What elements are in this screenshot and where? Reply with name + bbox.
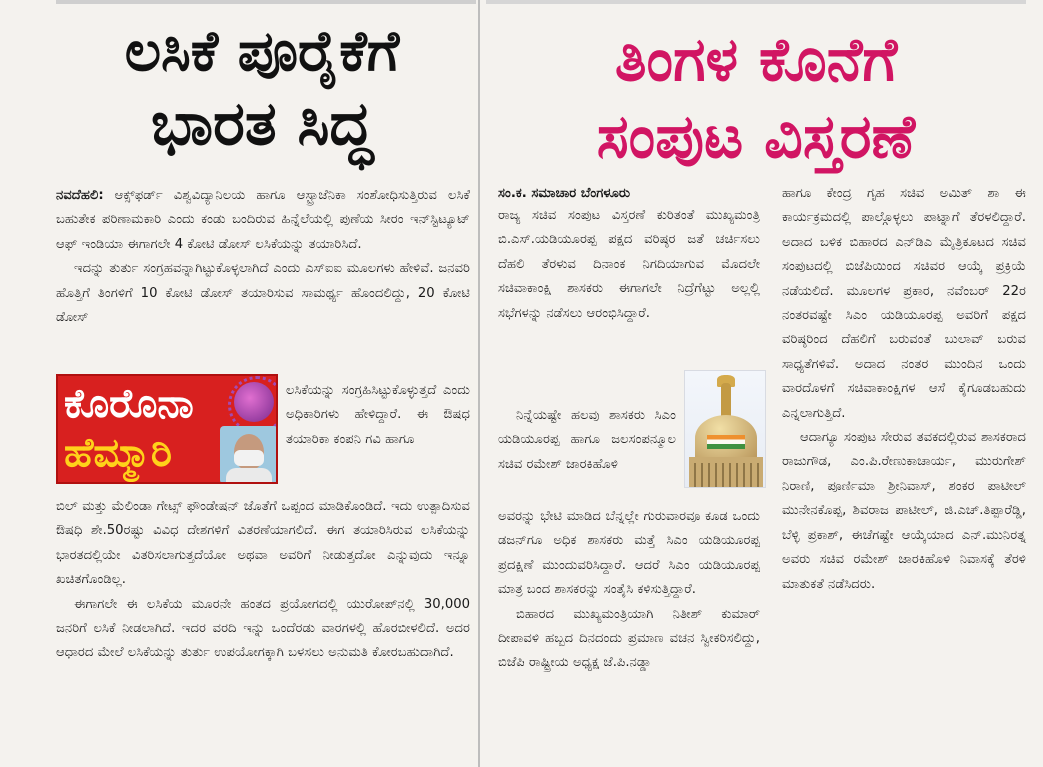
right-c1-para3: ಬಿಹಾರದ ಮುಖ್ಯಮಂತ್ರಿಯಾಗಿ ನಿತೀಶ್ ಕುಮಾರ್ ದೀಪಾವಳಿ ಹಬ್ಬದ ದಿನದಂದು ಪ್ರಮಾಣ ವಚನ ಸ್ವೀಕರಿಸಲಿದ್ದು, ಬಿಜೆಪಿ ರಾಷ್ಟ್ರೀಯ ಅಧ್ಯಕ್ಷ ಜೆ.ಪಿ.ನಡ್ಡಾ	[498, 606, 760, 671]
left-headline	[56, 18, 468, 162]
masked-person-photo	[220, 426, 278, 484]
right-headline-line2: ಸಂಪುಟ ವಿಸ್ತರಣೆ	[596, 102, 916, 172]
vidhana-soudha-image	[684, 370, 766, 488]
right-c1-para2-cont: ಅವರನ್ನು ಭೇಟಿ ಮಾಡಿದ ಬೆನ್ನಲ್ಲೇ ಗುರುವಾರವೂ ಕೂಡ ಒಂದು ಡಜನ್‌ಗೂ ಅಧಿಕ ಶಾಸಕರು ಮತ್ತೆ ಸಿಎಂ ಯಡಿಯೂರಪ್ಪ ಪ್ರದಕ್ಷಿಣೆ ಮುಂದುವರಿಸಿದ್ದಾರೆ. ಆದರೆ ಸಿಎಂ ಯಡಿಯೂರಪ್ಪ ಮಾತ್ರ ಬಂದ ಶಾಸಕರನ್ನು ಸಂತೈಸಿ ಕಳಿಸುತ್ತಿದ್ದಾರೆ.	[498, 509, 760, 598]
left-headline-line1: ಲಸಿಕೆ ಪೂರೈಕೆಗೆ	[124, 19, 400, 84]
left-body-narrow	[286, 379, 470, 452]
column-divider	[478, 0, 480, 767]
left-para2: ಇದನ್ನು ತುರ್ತು ಸಂಗ್ರಹವನ್ನಾಗಿಟ್ಟುಕೊಳ್ಳಲಾಗಿದೆ ಎಂದು ಎಸ್‌ಐಐ ಮೂಲಗಳು ಹೇಳಿವೆ. ಜನವರಿ ಹೊತ್ತಿಗೆ ತಿಂಗಳಿಗೆ 10 ಕೋಟಿ ಡೋಸ್ ತಯಾರಿಸುವ ಸಾಮರ್ಥ್ಯ ಹೊಂದಲಿದ್ದು, 20 ಕೋಟಿ ಡೋಸ್	[56, 261, 470, 326]
left-para2-cont: ಬಿಲ್ ಮತ್ತು ಮೆಲಿಂಡಾ ಗೇಟ್ಸ್ ಫೌಂಡೇಷನ್ ಜೊತೆಗೆ ಒಪ್ಪಂದ ಮಾಡಿಕೊಂಡಿದೆ. ಇದು ಉತ್ಪಾದಿಸುವ ಔಷಧಿ ಶೇ.50ರಷ್ಟು ವಿವಿಧ ದೇಶಗಳಿಗೆ ವಿತರಣೆಯಾಗಲಿದೆ. ಈಗ ತಯಾರಿಸಿರುವ ಲಸಿಕೆಯನ್ನು ಭಾರತದಲ್ಲಿಯೇ ವಿತರಿಸಲಾಗುತ್ತದೆಯೋ ಅಥವಾ ಅವರಿಗೆ ನೀಡುತ್ತದೋ ಎನ್ನುವುದು ಇನ್ನೂ ಖಚಿತಗೊಂಡಿಲ್ಲ.	[56, 499, 470, 588]
right-c1-para2-narrow: ನಿನ್ನೆಯಷ್ಟೇ ಹಲವು ಶಾಸಕರು ಸಿಎಂ ಯಡಿಯೂರಪ್ಪ ಹಾಗೂ ಜಲಸಂಪನ್ಮೂಲ ಸಚಿವ ರಮೇಶ್ ಜಾರಕಿಹೊಳಿ	[498, 408, 676, 472]
right-col1-top	[498, 204, 760, 326]
right-c2-para2: ಆದಾಗ್ಯೂ ಸಂಪುಟ ಸೇರುವ ತವಕದಲ್ಲಿರುವ ಶಾಸಕರಾದ ರಾಜುಗೌಡ, ಎಂ.ಪಿ.ರೇಣುಕಾಚಾರ್ಯ, ಮುರುಗೇಶ್ ನಿರಾಣಿ, ಪೂರ್ಣಿಮಾ ಶ್ರೀನಿವಾಸ್, ಶಂಕರ ಪಾಟೀಲ್ ಮುನೇನಕೊಪ್ಪ, ಶಿವರಾಜ ಪಾಟೀಲ್, ಜಿ.ಎಚ್.ತಿಪ್ಪಾರೆಡ್ಡಿ, ಬೆಳ್ಳಿ ಪ್ರಕಾಶ್, ಈಚೆಗಷ್ಟೇ ಆಯ್ಕೆಯಾದ ಎನ್.ಮುನಿರತ್ನ ಅವರು ಸಚಿವ ರಮೇಶ್ ಜಾರಕಿಹೊಳಿ ನಿವಾಸಕ್ಕೆ ತೆರಳಿ ಮಾತುಕತೆ ನಡೆಸಿದರು.	[782, 430, 1026, 592]
right-col1-narrow	[498, 404, 676, 477]
corona-box-word2: ಹೆಮ್ಮಾರಿ	[64, 430, 173, 476]
right-c1-para1: ರಾಜ್ಯ ಸಚಿವ ಸಂಪುಟ ವಿಸ್ತರಣೆ ಕುರಿತಂತೆ ಮುಖ್ಯಮಂತ್ರಿ ಬಿ.ಎಸ್.ಯಡಿಯೂರಪ್ಪ ಪಕ್ಷದ ವರಿಷ್ಠರ ಜತೆ ಚರ್ಚಿಸಲು ದೆಹಲಿ ತೆರಳುವ ದಿನಾಂಕ ನಿಗದಿಯಾಗುವ ಮೊದಲೇ ಸಚಿವಾಕಾಂಕ್ಷಿ ಶಾಸಕರು ಈಗಾಗಲೇ ನಿದ್ರೆಗೆಟ್ಟು ಅಲ್ಲಲ್ಲಿ ಸಭೆಗಳನ್ನು ನಡೆಸಲು ಆರಂಭಿಸಿದ್ದಾರೆ.	[498, 208, 760, 321]
right-col2	[782, 182, 1026, 597]
dome-columns	[689, 463, 763, 488]
left-headline-line2: ಭಾರತ ಸಿದ್ಧ	[150, 89, 374, 159]
top-rule-right	[486, 0, 1026, 4]
corona-box	[56, 374, 278, 484]
right-col1-bottom	[498, 505, 760, 676]
left-body-top	[56, 184, 470, 330]
left-body-bottom	[56, 495, 470, 666]
dateline: ನವದೆಹಲಿ:	[56, 188, 104, 203]
virus-icon	[234, 382, 274, 422]
body-shape	[226, 468, 272, 484]
right-headline	[486, 22, 1026, 176]
corona-box-word1: ಕೊರೊನಾ	[64, 381, 194, 427]
byline: ಸಂ.ಕ. ಸಮಾಚಾರ ಬೆಂಗಳೂರು	[498, 186, 631, 201]
flag-icon	[707, 435, 745, 449]
dome-finial	[721, 383, 731, 417]
left-para1	[56, 184, 470, 257]
left-para3: ಈಗಾಗಲೇ ಈ ಲಸಿಕೆಯ ಮೂರನೇ ಹಂತದ ಪ್ರಯೋಗದಲ್ಲಿ ಯುರೋಪ್‌ನಲ್ಲಿ 30,000 ಜನರಿಗೆ ಲಸಿಕೆ ನೀಡಲಾಗಿದೆ. ಇದರ ವರದಿ ಇನ್ನು ಒಂದೆರಡು ವಾರಗಳಲ್ಲಿ ಹೊರಬೀಳಲಿದೆ. ಅದರ ಆಧಾರದ ಮೇಲೆ ಲಸಿಕೆಯನ್ನು ತುರ್ತು ಉಪಯೋಗಕ್ಕಾಗಿ ಬಳಸಲು ಅನುಮತಿ ಕೋರಬಹುದಾಗಿದೆ.	[56, 596, 470, 661]
face-mask-shape	[234, 450, 264, 466]
left-para1-text: ಆಕ್ಸ್‌ಫರ್ಡ್ ವಿಶ್ವವಿದ್ಯಾನಿಲಯ ಹಾಗೂ ಆಸ್ಟ್ರಾಜೆನಿಕಾ ಸಂಶೋಧಿಸುತ್ತಿರುವ ಲಸಿಕೆ ಬಹುತೇಕ ಪರಿಣಾಮಕಾರಿ ಎಂದು ಕಂಡು ಬಂದಿರುವ ಹಿನ್ನೆಲೆಯಲ್ಲಿ ಪುಣೆಯ ಸೀರಂ ಇನ್‌ಸ್ಟಿಟ್ಯೂಟ್ ಆಫ್ ಇಂಡಿಯಾ ಈಗಾಗಲೇ 4 ಕೋಟಿ ಡೋಸ್ ಲಸಿಕೆಯನ್ನು ತಯಾರಿಸಿದೆ.	[56, 188, 470, 252]
top-rule-left	[56, 0, 476, 4]
right-headline-line1: ತಿಂಗಳ ಕೊನೆಗೆ	[614, 25, 898, 95]
right-c2-para1: ಹಾಗೂ ಕೇಂದ್ರ ಗೃಹ ಸಚಿವ ಅಮಿತ್ ಶಾ ಈ ಕಾರ್ಯಕ್ರಮದಲ್ಲಿ ಪಾಲ್ಗೊಳ್ಳಲು ಪಾಟ್ನಾಗೆ ತೆರಳಲಿದ್ದಾರೆ. ಅದಾದ ಬಳಿಕ ಬಿಹಾರದ ಎನ್‌ಡಿಎ ಮೈತ್ರಿಕೂಟದ ಸಚಿವ ಸಂಪುಟದಲ್ಲಿ ಬಿಜೆಪಿಯಿಂದ ಸಚಿವರ ಆಯ್ಕೆ ಪ್ರಕ್ರಿಯೆ ನಡೆಯಲಿದೆ. ಮೂಲಗಳ ಪ್ರಕಾರ, ನವೆಂಬರ್ 22ರ ನಂತರವಷ್ಟೇ ಸಿಎಂ ಯಡಿಯೂರಪ್ಪ ಅವರಿಗೆ ಪಕ್ಷದ ವರಿಷ್ಠರಿಂದ ದೆಹಲಿಗೆ ಬರುವಂತೆ ಬುಲಾವ್ ಬರುವ ಸಾಧ್ಯತೆಗಳಿವೆ. ಅದಾದ ನಂತರ ಮುಂದಿನ ಒಂದು ವಾರದೊಳಗೆ ಸಚಿವಾಕಾಂಕ್ಷಿಗಳ ಆಸೆ ಕೈಗೂಡಬಹುದು ಎನ್ನಲಾಗುತ್ತಿದೆ.	[782, 186, 1026, 421]
left-para2-narrow: ಲಸಿಕೆಯನ್ನು ಸಂಗ್ರಹಿಸಿಟ್ಟುಕೊಳ್ಳುತ್ತದೆ ಎಂದು ಅಧಿಕಾರಿಗಳು ಹೇಳಿದ್ದಾರೆ. ಈ ಔಷಧ ತಯಾರಿಕಾ ಕಂಪನಿ ಗವಿ ಹಾಗೂ	[286, 383, 470, 447]
